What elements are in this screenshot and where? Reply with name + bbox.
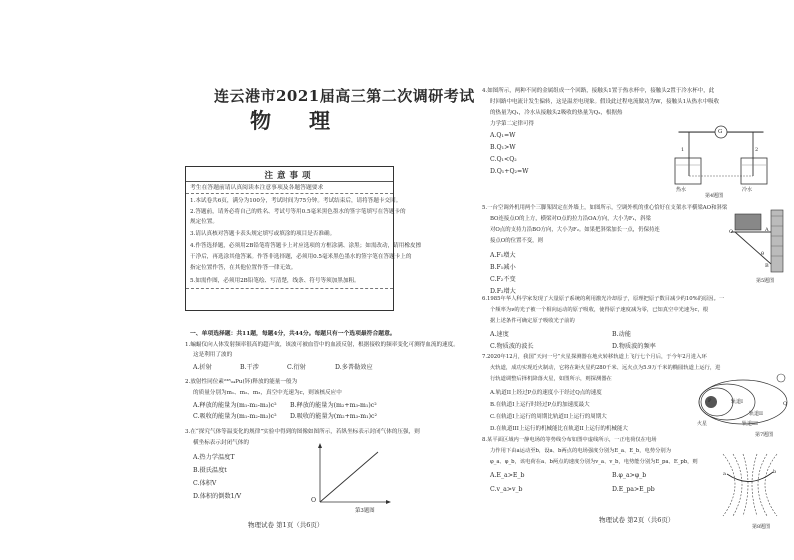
q5-figure-label: 第5题图 [756, 278, 775, 284]
q5-fig-a: A [765, 227, 769, 233]
q6-stem: 据上述条件可确定原子吸收光子前的 [490, 318, 575, 324]
q4-fig-cold: 冷水 [742, 187, 753, 193]
q2-option-b: B.释放的能量为(m₂+m₃-m₁)c² [290, 402, 377, 409]
q4-stem: 力学第二定律可得 [490, 121, 535, 127]
page1-footer: 物理试卷 第1页（共6页） [248, 521, 324, 529]
q2-stem: 2.放射性同位素²³⁸₉₄Pu(钚)释放的能量一般为 [185, 379, 298, 385]
q4-stem: 时回路中电流计发生偏转，这是温差电现象。假设此过程电流做功为W，接触头1从热水中吸收 [490, 99, 720, 105]
notice-line: 干净后，再选涂其他答案。作答非选择题，必须用0.5毫米黑色墨水的签字笔在答题卡上的 [190, 254, 412, 260]
q8-option-a: A.E_a>E_b [490, 472, 525, 479]
section-heading: 一、单项选择题：共11题，每题4分，共44分。每题只有一个选项最符合题意。 [190, 331, 396, 337]
notice-heading: 注意事项 [264, 171, 315, 181]
q8-stem: 8.某平面区域内一静电场的等势线分布如图中虚线所示，一正电荷仅在电场 [482, 437, 657, 443]
q3-option-d: D.体积的倒数1/V [193, 493, 242, 500]
q7-stem: 行轨道调整后择机降落火星，如图所示，则探测器在 [490, 376, 612, 382]
q1-option-c: C.衍射 [287, 364, 306, 371]
q3-option-b: B.摄氏温度t [193, 467, 227, 474]
q3-figure-label: 第3题图 [355, 508, 375, 514]
q7-fig-orbit2: 轨道II [749, 411, 763, 417]
q6-stem: 6.1985年华人科学家发现了大量原子系统的利用激光冷却原子，原理把原子数目减少约10%的原因。一 [482, 296, 725, 302]
q1-option-a: A.折射 [193, 364, 212, 371]
q8-figure-label: 第8题图 [752, 524, 771, 530]
q1-stem: 这是利用了波的 [193, 352, 233, 358]
q8-stem: φ_a、φ_b，该电荷在a、b两点的速度分别为v_a、v_b，电势能分别为E_pa、E_pb，则 [490, 459, 698, 465]
q5-stem: BO连接点O的上方，横梁对O点的拉力沿OA方向，大小为F₁，斜梁 [490, 216, 651, 222]
q3-stem: 横坐标表示封闭气体的 [193, 440, 249, 446]
q7-option-b: B.在轨道I上运行时经过P点的加速度最大 [490, 402, 590, 408]
q1-option-b: B.干涉 [240, 364, 259, 371]
q2-option-c: C.吸收的能量为(m₁-m₂-m₃)c² [193, 413, 277, 420]
q8-option-b: B.φ_a>φ_b [612, 472, 647, 479]
subject-title: 物理 [250, 108, 368, 133]
notice-line: 1.本试卷共6页，满分为100分，考试时间为75分钟。考试结束后，请将答题卡交回。 [190, 198, 402, 204]
q4-option-b: B.Q₁>W [490, 144, 516, 151]
q2-stem: 的质量分别为m₁、m₂、m₃，真空中光速为c，则该核反应中 [193, 390, 342, 396]
q5-stem: 对O点的支持力沿BO方向，大小为F₂。如果把斜梁加长一点，仍保持连 [490, 227, 660, 233]
q4-option-c: C.Q₁<Q₂ [490, 156, 517, 163]
q8-fig-b: b [773, 469, 777, 475]
q4-option-a: A.Q₁=W [490, 132, 516, 139]
notice-line: 规定位置。 [190, 219, 218, 225]
q5-option-b: B.F₁减小 [490, 264, 516, 271]
q4-stem: 4.如图所示，两种不同的金属组成一个回路，接触头1置于热水杯中，接触头2置于冷水杯中，此 [482, 88, 715, 94]
q6-option-a: A.速度 [490, 331, 509, 338]
q5-stem: 5.一台空调外机用两个三脚架固定在外墙上，如图所示，空调外机的重心恰好在支架水平横梁AO和斜梁 [482, 205, 728, 211]
q7-fig-mars: 火星 [697, 421, 708, 427]
q8-stem: 力作用下由a运动至b，设a、b两点的电场强度分别为E_a、E_b，电势分别为 [490, 448, 671, 454]
q7-figure-label: 第7题图 [755, 432, 774, 438]
q7-stem: 7.2020年12月，我国“天问一号”火星探测器在地火转移轨道上飞行七个月后，于今年2月进入环 [482, 354, 707, 360]
q4-fig-hot: 热水 [676, 187, 687, 193]
q6-stem: 个频率为ν的光子被一个相向运动的原子吸收，使得原子速度减为零，已知真空中光速为c，根 [490, 307, 709, 313]
q8-fig-a: a [723, 471, 726, 477]
q3-option-a: A.热力学温度T [193, 454, 235, 461]
notice-line: 4.作答选择题，必须用2B铅笔将答题卡上对应选项的方框涂满、涂黑；如需改动，请用橡皮擦 [190, 243, 422, 249]
q1-option-d: D.多普勒效应 [335, 364, 373, 371]
q4-fig-1: 1 [681, 147, 685, 153]
q3-axis-origin: O [311, 497, 317, 504]
q7-option-c: C.在轨道I上运行的周期比轨道II上运行的周期大 [490, 414, 607, 420]
notice-intro: 考生在答题前请认真阅读本注意事项及各题答题要求 [190, 185, 324, 191]
q5-stem: 接点O的位置不变，则 [490, 238, 543, 244]
exam-page-2 [397, 0, 794, 560]
exam-title: 连云港市2021届高三第二次调研考试 [214, 87, 475, 105]
q7-stem: 火轨道，成功实现近火制动，它将在距火星约280千米、远火点为5.9万千米的椭圆轨道上运行，进 [490, 365, 721, 371]
q7-option-d: D.在轨道III上运行的机械能比在轨道II上运行的机械能大 [490, 426, 628, 432]
q4-fig-2: 2 [755, 147, 759, 153]
q6-option-c: C.物质波的波长 [490, 343, 534, 350]
notice-line: 5.如需作图，必须用2B铅笔绘、写清楚，线条、符号等须加黑加粗。 [190, 278, 360, 284]
q5-option-d: D.F₂增大 [490, 288, 516, 295]
q7-option-a: A.轨道II上经过P点的速度小于经过Q点的速度 [490, 390, 602, 396]
q7-fig-p: P [708, 398, 712, 404]
q5-bracket-figure [727, 206, 787, 278]
q4-stem: 的热量为Q₁，冷水从接触头2吸收的热量为Q₂，根据热 [490, 110, 623, 116]
q3-option-c: C.体积V [193, 480, 217, 487]
q1-stem: 1.蝙蝠仪向人体发射频率很高的超声波，该波可被血管中的血液反射，根据接收的频率变化可测得血流的速度。 [185, 342, 459, 348]
q7-fig-orbit1: 轨道I [731, 399, 743, 405]
notice-box [185, 166, 422, 311]
q5-option-c: C.F₂不变 [490, 276, 516, 283]
q4-figure-label: 第4题图 [705, 193, 724, 199]
q6-option-d: D.物质波的频率 [612, 343, 656, 350]
q3-stem: 3.在“探究气体等温变化的规律”实验中得到的图像如图所示，若纵坐标表示封闭气体的压强，则 [185, 429, 420, 435]
q8-option-c: C.v_a>v_b [490, 486, 523, 493]
q8-field-figure [713, 450, 787, 520]
q7-fig-q: Q [783, 401, 788, 407]
notice-line: 指定位置作答，在其他位置作答一律无效。 [190, 265, 297, 271]
q5-option-a: A.F₁增大 [490, 252, 516, 259]
q4-option-d: D.Q₁+Q₂=W [490, 168, 529, 175]
q2-option-d: D.吸收的能量为(m₂+m₃-m₁)c² [290, 413, 377, 420]
q5-fig-o: O [729, 229, 734, 235]
q8-option-d: D.E_pa>E_pb [612, 486, 655, 493]
q6-option-b: B.动能 [612, 331, 631, 338]
q5-fig-b: B [765, 263, 769, 269]
notice-line: 2.答题前，请务必将自己的姓名、考试号等用0.5毫米黑色墨水的签字笔填写在答题卡的 [190, 209, 406, 215]
q5-fig-theta: θ [761, 251, 765, 257]
q4-fig-g: G [718, 129, 723, 135]
q2-option-a: A.释放的能量为(m₁-m₂-m₃)c² [193, 402, 277, 409]
notice-line: 3.请认真核对答题卡表头规定填写或填涂的项目是否准确。 [190, 231, 336, 237]
page2-footer: 物理试卷 第2页（共6页） [599, 516, 675, 524]
q7-fig-orbit3: 轨道III [742, 421, 758, 427]
